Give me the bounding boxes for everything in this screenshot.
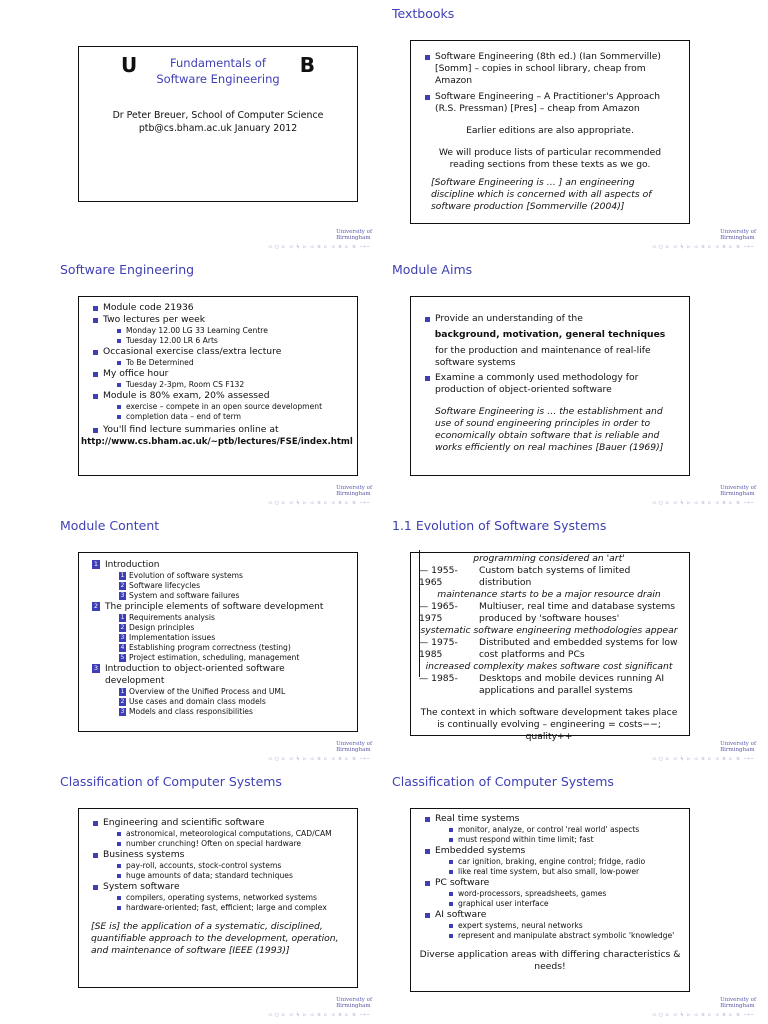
reading-note: We will produce lists of particular recommended reading sections from these texts as we go. (438, 147, 662, 170)
list-item: My office hour Tuesday 2-3pm, Room CS F132 (91, 368, 345, 390)
subsection-item: 2 Design principles (117, 623, 345, 633)
slide-module-content (0, 512, 384, 768)
beamer-nav-icons[interactable]: ◁ □ ▷ ◁ ⍀ ▷ ◁ ≡ ▷ ◁ ≡ ▷ ≡ ∽∘∼ (268, 500, 370, 506)
slide-title: Classification of Computer Systems (392, 774, 614, 789)
section-item: 2 The principle elements of software development 1 Requirements analysis 2 Design principles 3 Implementation issues 4 Establishing program correctness (testing) 5 Project estimation, scheduling, management (91, 601, 345, 663)
logo-left: U (121, 53, 138, 77)
slide-classification-1 (0, 768, 384, 1024)
list-item: Module code 21936 (91, 302, 345, 314)
author-block (79, 109, 357, 135)
university-logo: University of Birmingham (720, 997, 756, 1009)
timeline-row: — 1955-1965 Custom batch systems of limited distribution (419, 565, 631, 588)
sub-item: Tuesday 2-3pm, Room CS F132 (115, 380, 345, 390)
slide-classification-2 (384, 768, 768, 1024)
sub-item: To Be Determined (115, 358, 345, 368)
sub-item: compilers, operating systems, networked systems (115, 893, 345, 903)
content-outline (91, 559, 345, 717)
author-name: Dr Peter Breuer, School of Computer Science (112, 110, 324, 121)
lecture-summaries-link[interactable]: http://www.cs.bham.ac.uk/~ptb/lectures/FSE/index.html (81, 437, 353, 447)
university-logo: University of Birmingham (720, 741, 756, 753)
textbook-list (423, 51, 677, 115)
sub-item: monitor, analyze, or control 'real world' aspects (447, 825, 677, 835)
slide-box (410, 808, 690, 992)
list-item: Occasional exercise class/extra lecture To Be Determined (91, 346, 345, 368)
subsection-item: 2 Software lifecycles (117, 581, 345, 591)
slide-title: Software Engineering (60, 262, 195, 277)
logo-right: B (299, 53, 315, 77)
sub-item: word-processors, spreadsheets, games (447, 889, 677, 899)
university-logo: University of Birmingham (336, 229, 372, 241)
slide-box (410, 552, 690, 742)
slide-module-aims (384, 256, 768, 512)
list-item: Examine a commonly used methodology for production of object-oriented software (423, 372, 677, 396)
beamer-nav-icons[interactable]: ◁ □ ▷ ◁ ⍀ ▷ ◁ ≡ ▷ ◁ ≡ ▷ ≡ ∽∘∼ (268, 756, 370, 762)
beamer-nav-icons[interactable]: ◁ □ ▷ ◁ ⍀ ▷ ◁ ≡ ▷ ◁ ≡ ▷ ≡ ∽∘∼ (652, 500, 754, 506)
list-item: Software Engineering – A Practitioner's Approach (R.S. Pressman) [Pres] – cheap from Amazon (423, 91, 677, 115)
slide-box (78, 552, 358, 732)
sub-item: graphical user interface (447, 899, 677, 909)
slide-evolution (384, 512, 768, 768)
sub-item: astronomical, meteorological computations, CAD/CAM (115, 829, 345, 839)
list-item: System software compilers, operating systems, networked systems hardware-oriented; fast, efficient; large and complex (91, 881, 345, 913)
timeline-row: — 1975-1985 Distributed and embedded systems for low cost platforms and PCs (419, 637, 678, 660)
evolution-footer: The context in which software development takes place is continually evolving – engineering = costs−−; quality++ (420, 707, 678, 742)
sub-item: huge amounts of data; standard techniques (115, 871, 345, 881)
subsection-item: 1 Evolution of software systems (117, 571, 345, 581)
subsection-item: 1 Requirements analysis (117, 613, 345, 623)
slide-software-engineering (0, 256, 384, 512)
university-logo: University of Birmingham (336, 741, 372, 753)
subsection-item: 3 Models and class responsibilities (117, 707, 345, 717)
university-logo: University of Birmingham (720, 229, 756, 241)
timeline-axis (419, 550, 420, 677)
subsection-item: 2 Use cases and domain class models (117, 697, 345, 707)
subsection-item: 5 Project estimation, scheduling, management (117, 653, 345, 663)
classification-list (423, 813, 677, 941)
slide-box (410, 40, 690, 224)
timeline-row: — 1985- Desktops and mobile devices running AI applications and parallel systems (419, 673, 665, 696)
subsection-item: 3 Implementation issues (117, 633, 345, 643)
slide-box (78, 808, 358, 988)
slide-textbooks (384, 0, 768, 256)
subsection-item: 3 System and software failures (117, 591, 345, 601)
section-item: 3 Introduction to object-oriented software development 1 Overview of the Unified Process and UML 2 Use cases and domain class models 3 Models and class responsibilities (91, 663, 345, 717)
slide-box (78, 46, 358, 202)
list-item: Provide an understanding of the (423, 313, 677, 325)
sub-item: must respond within time limit; fast (447, 835, 677, 845)
beamer-nav-icons[interactable]: ◁ □ ▷ ◁ ⍀ ▷ ◁ ≡ ▷ ◁ ≡ ▷ ≡ ∽∘∼ (652, 1012, 754, 1018)
info-list (91, 302, 345, 436)
beamer-nav-icons[interactable]: ◁ □ ▷ ◁ ⍀ ▷ ◁ ≡ ▷ ◁ ≡ ▷ ≡ ∽∘∼ (652, 244, 754, 250)
sub-item: expert systems, neural networks (447, 921, 677, 931)
aims-continuation: for the production and maintenance of real-life software systems (435, 345, 651, 368)
slide-title: Module Content (60, 518, 160, 533)
classification-footer: Diverse application areas with differing characteristics & needs! (419, 949, 681, 972)
slide-box (78, 296, 358, 476)
list-item: Module is 80% exam, 20% assessed exercise – compete in an open source development completion data – end of term (91, 390, 345, 422)
sub-item: number crunching! Often on special hardware (115, 839, 345, 849)
list-item: Software Engineering (8th ed.) (Ian Sommerville) [Somm] – copies in school library, cheap from Amazon (423, 51, 677, 87)
university-logo: University of Birmingham (720, 485, 756, 497)
quote: [SE is] the application of a systematic, disciplined, quantifiable approach to the development, operation, and maintenance of software [IEEE (1993)] (91, 921, 339, 956)
sub-item: pay-roll, accounts, stock-control systems (115, 861, 345, 871)
list-item: PC software word-processors, spreadsheets, games graphical user interface (423, 877, 677, 909)
sub-item: car ignition, braking, engine control; fridge, radio (447, 857, 677, 867)
sub-item: Tuesday 12.00 LR 6 Arts (115, 336, 345, 346)
list-item: Two lectures per week Monday 12.00 LG 33 Learning Centre Tuesday 12.00 LR 6 Arts (91, 314, 345, 346)
beamer-nav-icons[interactable]: ◁ □ ▷ ◁ ⍀ ▷ ◁ ≡ ▷ ◁ ≡ ▷ ≡ ∽∘∼ (268, 1012, 370, 1018)
slide-title: Module Aims (392, 262, 473, 277)
sub-item: completion data – end of term (115, 412, 345, 422)
slide-title: Classification of Computer Systems (60, 774, 282, 789)
timeline-note: increased complexity makes software cost significant (425, 661, 673, 672)
sub-item: like real time system, but also small, low-power (447, 867, 677, 877)
university-logo: University of Birmingham (336, 485, 372, 497)
title-line-2: Software Engineering (156, 72, 280, 86)
subsection-item: 1 Overview of the Unified Process and UML (117, 687, 345, 697)
list-item: Business systems pay-roll, accounts, stock-control systems huge amounts of data; standard techniques (91, 849, 345, 881)
subsection-item: 4 Establishing program correctness (testing) (117, 643, 345, 653)
university-logo: University of Birmingham (336, 997, 372, 1009)
timeline-note: maintenance starts to be a major resource drain (437, 589, 661, 600)
timeline-row: — 1965-1975 Multiuser, real time and database systems produced by 'software houses' (419, 601, 676, 624)
beamer-nav-icons[interactable]: ◁ □ ▷ ◁ ⍀ ▷ ◁ ≡ ▷ ◁ ≡ ▷ ≡ ∽∘∼ (652, 756, 754, 762)
author-contact: ptb@cs.bham.ac.uk January 2012 (138, 123, 298, 134)
slide-box (410, 296, 690, 476)
presentation-title (139, 55, 297, 87)
beamer-nav-icons[interactable]: ◁ □ ▷ ◁ ⍀ ▷ ◁ ≡ ▷ ◁ ≡ ▷ ≡ ∽∘∼ (268, 244, 370, 250)
list-item: Engineering and scientific software astronomical, meteorological computations, CAD/CAM number crunching! Often on special hardware (91, 817, 345, 849)
editions-note: Earlier editions are also appropriate. (466, 125, 634, 136)
sub-item: exercise – compete in an open source development (115, 402, 345, 412)
sub-item: hardware-oriented; fast, efficient; large and complex (115, 903, 345, 913)
list-item: You'll find lecture summaries online at (91, 424, 345, 436)
aims-emphasis: background, motivation, general techniques (434, 329, 666, 340)
list-item: Embedded systems car ignition, braking, engine control; fridge, radio like real time system, but also small, low-power (423, 845, 677, 877)
slide-title: Textbooks (392, 6, 455, 21)
sub-item: Monday 12.00 LG 33 Learning Centre (115, 326, 345, 336)
quote: Software Engineering is … the establishment and use of sound engineering principles in order to economically obtain software that is reliable and works efficiently on real machines [Bauer (1969)] (435, 406, 664, 453)
title-line-1: Fundamentals of (170, 56, 266, 70)
aims-list (423, 313, 677, 325)
sub-item: represent and manipulate abstract symbolic 'knowledge' (447, 931, 677, 941)
section-item: 1 Introduction 1 Evolution of software systems 2 Software lifecycles 3 System and software failures (91, 559, 345, 601)
list-item: AI software expert systems, neural networks represent and manipulate abstract symbolic 'knowledge' (423, 909, 677, 941)
timeline-note: systematic software engineering methodologies appear (420, 625, 678, 636)
timeline-note: programming considered an 'art' (473, 553, 625, 564)
classification-list (91, 817, 345, 913)
quote: [Software Engineering is … ] an engineering discipline which is concerned with all aspects of software production [Sommerville (2004)] (431, 177, 652, 212)
list-item: Real time systems monitor, analyze, or control 'real world' aspects must respond within time limit; fast (423, 813, 677, 845)
slide-title: 1.1 Evolution of Software Systems (392, 518, 607, 533)
slide-title-page (0, 0, 384, 256)
